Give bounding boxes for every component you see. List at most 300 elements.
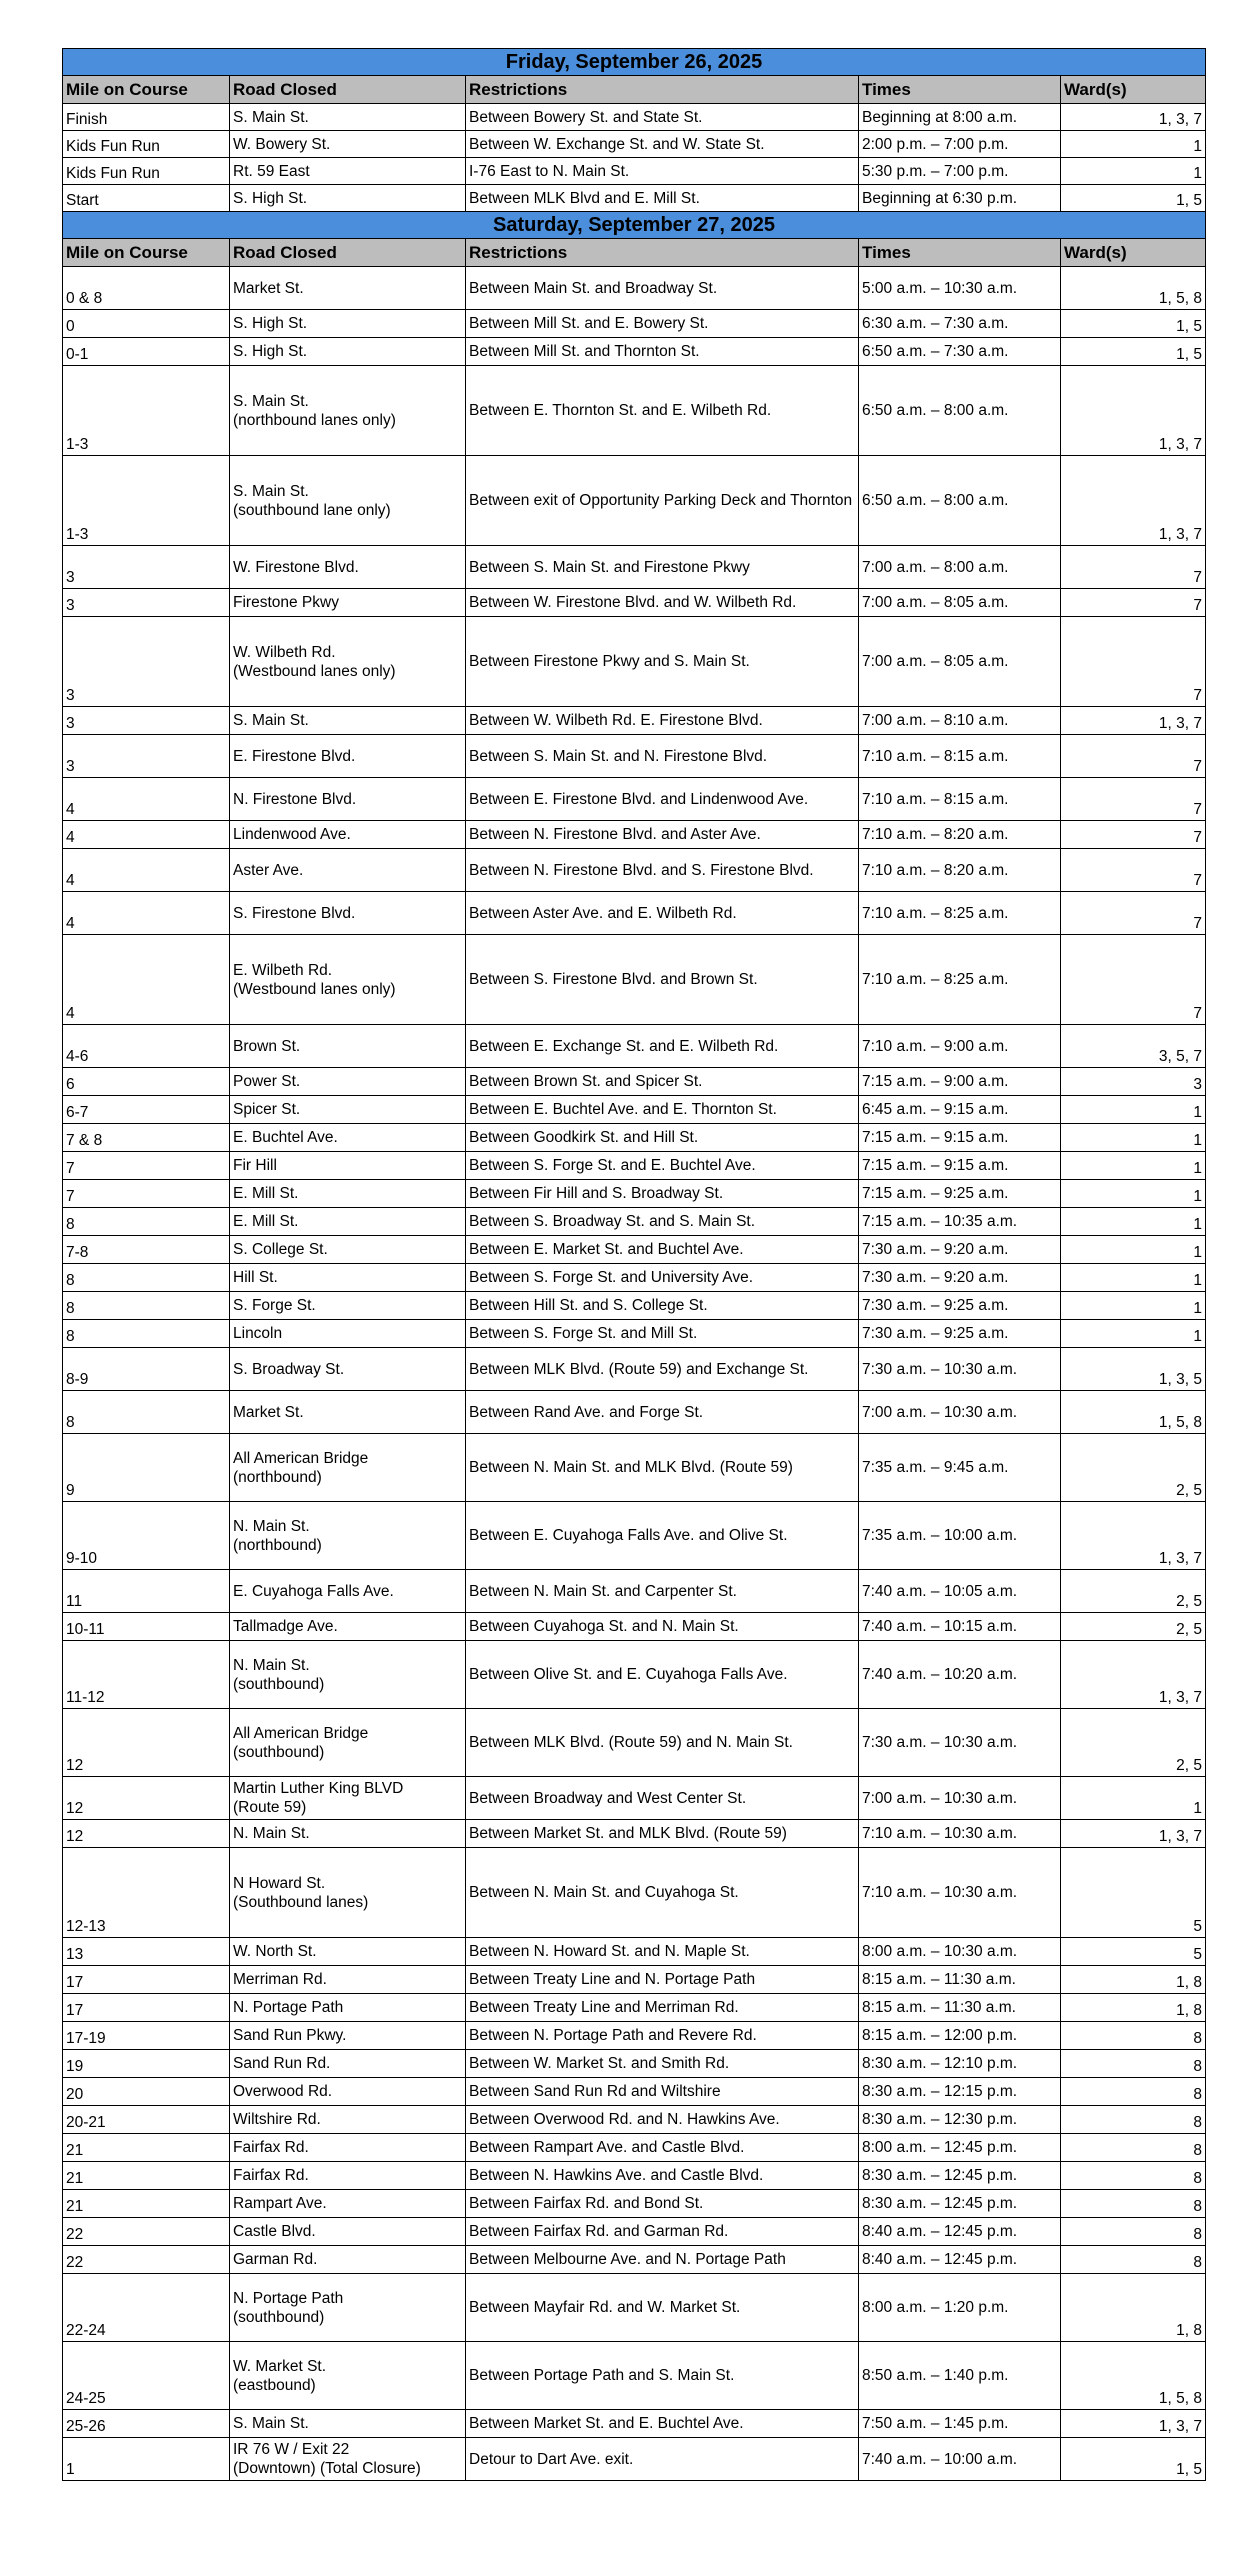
- road-cell: E. Mill St.: [230, 1180, 466, 1208]
- times-cell: 7:15 a.m. – 9:15 a.m.: [859, 1152, 1061, 1180]
- road-closures-table: [62, 48, 1206, 2481]
- table-row: [63, 456, 1206, 546]
- times-cell: 7:30 a.m. – 9:20 a.m.: [859, 1264, 1061, 1292]
- restrictions-cell: Between Treaty Line and Merriman Rd.: [466, 1994, 859, 2022]
- restrictions-cell: Between S. Forge St. and Mill St.: [466, 1320, 859, 1348]
- wards-cell: 7: [1061, 617, 1206, 707]
- road-cell: Fairfax Rd.: [230, 2162, 466, 2190]
- wards-cell: 1, 3, 7: [1061, 1820, 1206, 1848]
- table-row: [63, 1820, 1206, 1848]
- times-cell: 7:00 a.m. – 8:05 a.m.: [859, 617, 1061, 707]
- table-row: [63, 1348, 1206, 1391]
- column-header-restrictions: Restrictions: [466, 76, 859, 104]
- mile-cell: 6-7: [63, 1096, 230, 1124]
- wards-cell: 3, 5, 7: [1061, 1025, 1206, 1068]
- wards-cell: 5: [1061, 1938, 1206, 1966]
- times-cell: 7:40 a.m. – 10:20 a.m.: [859, 1641, 1061, 1709]
- restrictions-cell: Between N. Firestone Blvd. and Aster Ave.: [466, 821, 859, 849]
- mile-cell: 1: [63, 2438, 230, 2481]
- column-header-mile: Mile on Course: [63, 239, 230, 267]
- road-cell: All American Bridge (southbound): [230, 1709, 466, 1777]
- table-row: [63, 2274, 1206, 2342]
- wards-cell: 7: [1061, 892, 1206, 935]
- road-cell: Merriman Rd.: [230, 1966, 466, 1994]
- mile-cell: 6: [63, 1068, 230, 1096]
- times-cell: Beginning at 8:00 a.m.: [859, 104, 1061, 131]
- table-row: [63, 1570, 1206, 1613]
- day-header-row: [63, 49, 1206, 76]
- mile-cell: 3: [63, 707, 230, 735]
- table-row: [63, 2410, 1206, 2438]
- mile-cell: Finish: [63, 104, 230, 131]
- road-cell: Rampart Ave.: [230, 2190, 466, 2218]
- wards-cell: 1: [1061, 131, 1206, 158]
- table-row: [63, 2022, 1206, 2050]
- road-cell: W. North St.: [230, 1938, 466, 1966]
- times-cell: 5:00 a.m. – 10:30 a.m.: [859, 267, 1061, 310]
- table-row: [63, 1208, 1206, 1236]
- times-cell: 7:30 a.m. – 9:25 a.m.: [859, 1320, 1061, 1348]
- mile-cell: 22-24: [63, 2274, 230, 2342]
- table-row: [63, 2342, 1206, 2410]
- table-row: [63, 1124, 1206, 1152]
- table-row: [63, 1777, 1206, 1820]
- restrictions-cell: Between Fairfax Rd. and Bond St.: [466, 2190, 859, 2218]
- table-row: [63, 707, 1206, 735]
- wards-cell: 2, 5: [1061, 1434, 1206, 1502]
- table-row: [63, 735, 1206, 778]
- road-cell: Market St.: [230, 267, 466, 310]
- wards-cell: 3: [1061, 1068, 1206, 1096]
- times-cell: 7:10 a.m. – 8:20 a.m.: [859, 849, 1061, 892]
- mile-cell: 13: [63, 1938, 230, 1966]
- mile-cell: 24-25: [63, 2342, 230, 2410]
- mile-cell: 17: [63, 1994, 230, 2022]
- table-row: [63, 1292, 1206, 1320]
- road-cell: E. Firestone Blvd.: [230, 735, 466, 778]
- mile-cell: 4: [63, 935, 230, 1025]
- times-cell: 7:35 a.m. – 10:00 a.m.: [859, 1502, 1061, 1570]
- times-cell: 8:30 a.m. – 12:15 p.m.: [859, 2078, 1061, 2106]
- table-row: [63, 1320, 1206, 1348]
- restrictions-cell: Between N. Howard St. and N. Maple St.: [466, 1938, 859, 1966]
- restrictions-cell: Between S. Firestone Blvd. and Brown St.: [466, 935, 859, 1025]
- mile-cell: 7 & 8: [63, 1124, 230, 1152]
- wards-cell: 8: [1061, 2246, 1206, 2274]
- table-row: [63, 1938, 1206, 1966]
- mile-cell: 9: [63, 1434, 230, 1502]
- wards-cell: 1: [1061, 1777, 1206, 1820]
- table-row: [63, 935, 1206, 1025]
- mile-cell: 0: [63, 310, 230, 338]
- road-cell: N. Main St. (southbound): [230, 1641, 466, 1709]
- road-cell: N. Portage Path: [230, 1994, 466, 2022]
- road-cell: Sand Run Rd.: [230, 2050, 466, 2078]
- mile-cell: 8: [63, 1208, 230, 1236]
- road-cell: Wiltshire Rd.: [230, 2106, 466, 2134]
- table-row: [63, 778, 1206, 821]
- times-cell: 6:50 a.m. – 7:30 a.m.: [859, 338, 1061, 366]
- table-row: [63, 2438, 1206, 2481]
- times-cell: 7:30 a.m. – 10:30 a.m.: [859, 1709, 1061, 1777]
- restrictions-cell: Between N. Main St. and Carpenter St.: [466, 1570, 859, 1613]
- road-cell: W. Bowery St.: [230, 131, 466, 158]
- wards-cell: 2, 5: [1061, 1613, 1206, 1641]
- wards-cell: 1: [1061, 1320, 1206, 1348]
- table-row: [63, 338, 1206, 366]
- times-cell: 7:00 a.m. – 10:30 a.m.: [859, 1391, 1061, 1434]
- road-cell: W. Market St. (eastbound): [230, 2342, 466, 2410]
- wards-cell: 8: [1061, 2218, 1206, 2246]
- wards-cell: 1, 3, 7: [1061, 456, 1206, 546]
- column-header-road: Road Closed: [230, 239, 466, 267]
- times-cell: 7:10 a.m. – 8:25 a.m.: [859, 892, 1061, 935]
- mile-cell: Kids Fun Run: [63, 158, 230, 185]
- road-cell: All American Bridge (northbound): [230, 1434, 466, 1502]
- times-cell: 7:30 a.m. – 9:25 a.m.: [859, 1292, 1061, 1320]
- table-row: [63, 1391, 1206, 1434]
- road-cell: Spicer St.: [230, 1096, 466, 1124]
- table-row: [63, 131, 1206, 158]
- restrictions-cell: Between Rand Ave. and Forge St.: [466, 1391, 859, 1434]
- road-cell: IR 76 W / Exit 22 (Downtown) (Total Closure): [230, 2438, 466, 2481]
- wards-cell: 1: [1061, 1180, 1206, 1208]
- road-cell: N. Main St. (northbound): [230, 1502, 466, 1570]
- restrictions-cell: Between N. Firestone Blvd. and S. Firestone Blvd.: [466, 849, 859, 892]
- table-row: [63, 104, 1206, 131]
- times-cell: 8:40 a.m. – 12:45 p.m.: [859, 2246, 1061, 2274]
- restrictions-cell: Between Goodkirk St. and Hill St.: [466, 1124, 859, 1152]
- column-header-road: Road Closed: [230, 76, 466, 104]
- mile-cell: 12: [63, 1777, 230, 1820]
- times-cell: 7:15 a.m. – 9:15 a.m.: [859, 1124, 1061, 1152]
- wards-cell: 1: [1061, 158, 1206, 185]
- restrictions-cell: Between Cuyahoga St. and N. Main St.: [466, 1613, 859, 1641]
- restrictions-cell: Between Mill St. and E. Bowery St.: [466, 310, 859, 338]
- mile-cell: 9-10: [63, 1502, 230, 1570]
- mile-cell: 7: [63, 1152, 230, 1180]
- restrictions-cell: Between W. Exchange St. and W. State St.: [466, 131, 859, 158]
- column-header-wards: Ward(s): [1061, 76, 1206, 104]
- day-title: Saturday, September 27, 2025: [63, 212, 1206, 239]
- mile-cell: 0 & 8: [63, 267, 230, 310]
- road-cell: Tallmadge Ave.: [230, 1613, 466, 1641]
- restrictions-cell: Between Firestone Pkwy and S. Main St.: [466, 617, 859, 707]
- restrictions-cell: Between E. Thornton St. and E. Wilbeth Rd.: [466, 366, 859, 456]
- wards-cell: 1, 5, 8: [1061, 2342, 1206, 2410]
- road-cell: S. Forge St.: [230, 1292, 466, 1320]
- table-row: [63, 2162, 1206, 2190]
- column-header-times: Times: [859, 76, 1061, 104]
- road-cell: E. Buchtel Ave.: [230, 1124, 466, 1152]
- road-cell: Rt. 59 East: [230, 158, 466, 185]
- road-cell: S. High St.: [230, 310, 466, 338]
- road-cell: S. Main St.: [230, 707, 466, 735]
- mile-cell: 20: [63, 2078, 230, 2106]
- column-header-restrictions: Restrictions: [466, 239, 859, 267]
- wards-cell: 1: [1061, 1208, 1206, 1236]
- times-cell: 8:30 a.m. – 12:45 p.m.: [859, 2190, 1061, 2218]
- times-cell: Beginning at 6:30 p.m.: [859, 185, 1061, 212]
- times-cell: 7:00 a.m. – 8:10 a.m.: [859, 707, 1061, 735]
- road-cell: N. Portage Path (southbound): [230, 2274, 466, 2342]
- times-cell: 5:30 p.m. – 7:00 p.m.: [859, 158, 1061, 185]
- times-cell: 7:40 a.m. – 10:05 a.m.: [859, 1570, 1061, 1613]
- restrictions-cell: Between Fir Hill and S. Broadway St.: [466, 1180, 859, 1208]
- mile-cell: 4-6: [63, 1025, 230, 1068]
- wards-cell: 1: [1061, 1124, 1206, 1152]
- times-cell: 7:35 a.m. – 9:45 a.m.: [859, 1434, 1061, 1502]
- restrictions-cell: Between Mayfair Rd. and W. Market St.: [466, 2274, 859, 2342]
- mile-cell: 19: [63, 2050, 230, 2078]
- wards-cell: 1, 3, 7: [1061, 104, 1206, 131]
- road-cell: Power St.: [230, 1068, 466, 1096]
- times-cell: 7:15 a.m. – 9:00 a.m.: [859, 1068, 1061, 1096]
- mile-cell: 4: [63, 778, 230, 821]
- column-header-wards: Ward(s): [1061, 239, 1206, 267]
- mile-cell: 21: [63, 2134, 230, 2162]
- road-cell: Sand Run Pkwy.: [230, 2022, 466, 2050]
- table-row: [63, 2106, 1206, 2134]
- wards-cell: 2, 5: [1061, 1709, 1206, 1777]
- road-cell: Brown St.: [230, 1025, 466, 1068]
- mile-cell: 8: [63, 1391, 230, 1434]
- restrictions-cell: Between E. Cuyahoga Falls Ave. and Olive St.: [466, 1502, 859, 1570]
- restrictions-cell: Between N. Portage Path and Revere Rd.: [466, 2022, 859, 2050]
- restrictions-cell: Between N. Hawkins Ave. and Castle Blvd.: [466, 2162, 859, 2190]
- times-cell: 7:00 a.m. – 8:05 a.m.: [859, 589, 1061, 617]
- wards-cell: 1, 5: [1061, 2438, 1206, 2481]
- table-row: [63, 1641, 1206, 1709]
- table-row: [63, 1096, 1206, 1124]
- mile-cell: 10-11: [63, 1613, 230, 1641]
- wards-cell: 1: [1061, 1236, 1206, 1264]
- wards-cell: 1: [1061, 1152, 1206, 1180]
- road-cell: Garman Rd.: [230, 2246, 466, 2274]
- times-cell: 8:15 a.m. – 12:00 p.m.: [859, 2022, 1061, 2050]
- restrictions-cell: Between Broadway and West Center St.: [466, 1777, 859, 1820]
- restrictions-cell: Between Melbourne Ave. and N. Portage Path: [466, 2246, 859, 2274]
- times-cell: 8:00 a.m. – 1:20 p.m.: [859, 2274, 1061, 2342]
- mile-cell: 21: [63, 2190, 230, 2218]
- times-cell: 7:30 a.m. – 10:30 a.m.: [859, 1348, 1061, 1391]
- road-cell: N. Firestone Blvd.: [230, 778, 466, 821]
- wards-cell: 1, 3, 5: [1061, 1348, 1206, 1391]
- table-row: [63, 1434, 1206, 1502]
- mile-cell: 4: [63, 849, 230, 892]
- wards-cell: 1, 5: [1061, 338, 1206, 366]
- times-cell: 6:45 a.m. – 9:15 a.m.: [859, 1096, 1061, 1124]
- restrictions-cell: Between Sand Run Rd and Wiltshire: [466, 2078, 859, 2106]
- mile-cell: 1-3: [63, 456, 230, 546]
- wards-cell: 1, 5, 8: [1061, 267, 1206, 310]
- wards-cell: 7: [1061, 935, 1206, 1025]
- times-cell: 8:30 a.m. – 12:10 p.m.: [859, 2050, 1061, 2078]
- wards-cell: 1, 8: [1061, 1966, 1206, 1994]
- road-cell: E. Mill St.: [230, 1208, 466, 1236]
- mile-cell: 11: [63, 1570, 230, 1613]
- table-row: [63, 1180, 1206, 1208]
- wards-cell: 7: [1061, 778, 1206, 821]
- wards-cell: 7: [1061, 849, 1206, 892]
- wards-cell: 5: [1061, 1848, 1206, 1938]
- table-row: [63, 821, 1206, 849]
- wards-cell: 1, 5: [1061, 310, 1206, 338]
- wards-cell: 7: [1061, 735, 1206, 778]
- times-cell: 8:50 a.m. – 1:40 p.m.: [859, 2342, 1061, 2410]
- road-cell: N Howard St. (Southbound lanes): [230, 1848, 466, 1938]
- times-cell: 8:15 a.m. – 11:30 a.m.: [859, 1966, 1061, 1994]
- table-row: [63, 1025, 1206, 1068]
- wards-cell: 8: [1061, 2106, 1206, 2134]
- mile-cell: 22: [63, 2246, 230, 2274]
- mile-cell: 7-8: [63, 1236, 230, 1264]
- road-cell: W. Wilbeth Rd. (Westbound lanes only): [230, 617, 466, 707]
- mile-cell: 3: [63, 589, 230, 617]
- restrictions-cell: Between MLK Blvd and E. Mill St.: [466, 185, 859, 212]
- road-cell: S. High St.: [230, 338, 466, 366]
- column-header-mile: Mile on Course: [63, 76, 230, 104]
- wards-cell: 1, 3, 7: [1061, 1502, 1206, 1570]
- wards-cell: 1, 5: [1061, 185, 1206, 212]
- wards-cell: 8: [1061, 2162, 1206, 2190]
- wards-cell: 7: [1061, 589, 1206, 617]
- road-cell: S. Firestone Blvd.: [230, 892, 466, 935]
- restrictions-cell: Detour to Dart Ave. exit.: [466, 2438, 859, 2481]
- wards-cell: 8: [1061, 2190, 1206, 2218]
- wards-cell: 1, 3, 7: [1061, 2410, 1206, 2438]
- mile-cell: 8: [63, 1292, 230, 1320]
- road-closures-document: [62, 48, 1205, 2481]
- mile-cell: 22: [63, 2218, 230, 2246]
- column-header-times: Times: [859, 239, 1061, 267]
- mile-cell: 7: [63, 1180, 230, 1208]
- restrictions-cell: Between N. Main St. and MLK Blvd. (Route 59): [466, 1434, 859, 1502]
- restrictions-cell: Between Fairfax Rd. and Garman Rd.: [466, 2218, 859, 2246]
- times-cell: 7:10 a.m. – 10:30 a.m.: [859, 1820, 1061, 1848]
- restrictions-cell: Between E. Exchange St. and E. Wilbeth Rd.: [466, 1025, 859, 1068]
- mile-cell: 0-1: [63, 338, 230, 366]
- mile-cell: 8: [63, 1320, 230, 1348]
- road-cell: Firestone Pkwy: [230, 589, 466, 617]
- mile-cell: 3: [63, 735, 230, 778]
- restrictions-cell: Between Main St. and Broadway St.: [466, 267, 859, 310]
- times-cell: 7:40 a.m. – 10:15 a.m.: [859, 1613, 1061, 1641]
- restrictions-cell: Between Portage Path and S. Main St.: [466, 2342, 859, 2410]
- restrictions-cell: Between S. Forge St. and University Ave.: [466, 1264, 859, 1292]
- table-row: [63, 158, 1206, 185]
- table-row: [63, 1264, 1206, 1292]
- mile-cell: Kids Fun Run: [63, 131, 230, 158]
- restrictions-cell: Between E. Market St. and Buchtel Ave.: [466, 1236, 859, 1264]
- table-row: [63, 1152, 1206, 1180]
- restrictions-cell: Between Treaty Line and N. Portage Path: [466, 1966, 859, 1994]
- times-cell: 7:10 a.m. – 8:15 a.m.: [859, 735, 1061, 778]
- column-header-row: [63, 76, 1206, 104]
- table-row: [63, 1068, 1206, 1096]
- table-row: [63, 1966, 1206, 1994]
- restrictions-cell: Between W. Wilbeth Rd. E. Firestone Blvd.: [466, 707, 859, 735]
- restrictions-cell: Between Aster Ave. and E. Wilbeth Rd.: [466, 892, 859, 935]
- table-row: [63, 2246, 1206, 2274]
- restrictions-cell: Between S. Main St. and N. Firestone Blvd.: [466, 735, 859, 778]
- road-cell: S. Main St.: [230, 104, 466, 131]
- road-cell: S. College St.: [230, 1236, 466, 1264]
- road-cell: Fir Hill: [230, 1152, 466, 1180]
- times-cell: 7:30 a.m. – 9:20 a.m.: [859, 1236, 1061, 1264]
- road-cell: W. Firestone Blvd.: [230, 546, 466, 589]
- day-title: Friday, September 26, 2025: [63, 49, 1206, 76]
- restrictions-cell: Between exit of Opportunity Parking Deck and Thornton: [466, 456, 859, 546]
- table-row: [63, 849, 1206, 892]
- wards-cell: 8: [1061, 2050, 1206, 2078]
- times-cell: 7:10 a.m. – 10:30 a.m.: [859, 1848, 1061, 1938]
- mile-cell: 25-26: [63, 2410, 230, 2438]
- times-cell: 7:40 a.m. – 10:00 a.m.: [859, 2438, 1061, 2481]
- table-row: [63, 2050, 1206, 2078]
- times-cell: 7:10 a.m. – 8:20 a.m.: [859, 821, 1061, 849]
- road-cell: Lindenwood Ave.: [230, 821, 466, 849]
- table-row: [63, 185, 1206, 212]
- mile-cell: 1-3: [63, 366, 230, 456]
- restrictions-cell: Between Hill St. and S. College St.: [466, 1292, 859, 1320]
- restrictions-cell: Between Rampart Ave. and Castle Blvd.: [466, 2134, 859, 2162]
- mile-cell: 20-21: [63, 2106, 230, 2134]
- road-cell: Overwood Rd.: [230, 2078, 466, 2106]
- times-cell: 7:10 a.m. – 8:15 a.m.: [859, 778, 1061, 821]
- wards-cell: 7: [1061, 546, 1206, 589]
- wards-cell: 1, 3, 7: [1061, 707, 1206, 735]
- times-cell: 7:50 a.m. – 1:45 p.m.: [859, 2410, 1061, 2438]
- times-cell: 7:10 a.m. – 8:25 a.m.: [859, 935, 1061, 1025]
- times-cell: 6:50 a.m. – 8:00 a.m.: [859, 366, 1061, 456]
- times-cell: 7:00 a.m. – 10:30 a.m.: [859, 1777, 1061, 1820]
- wards-cell: 1, 5, 8: [1061, 1391, 1206, 1434]
- restrictions-cell: Between E. Firestone Blvd. and Lindenwood Ave.: [466, 778, 859, 821]
- table-row: [63, 2078, 1206, 2106]
- restrictions-cell: Between S. Forge St. and E. Buchtel Ave.: [466, 1152, 859, 1180]
- mile-cell: 3: [63, 546, 230, 589]
- table-row: [63, 1613, 1206, 1641]
- road-cell: E. Cuyahoga Falls Ave.: [230, 1570, 466, 1613]
- mile-cell: 12: [63, 1820, 230, 1848]
- table-row: [63, 617, 1206, 707]
- road-cell: S. Main St. (southbound lane only): [230, 456, 466, 546]
- mile-cell: 17: [63, 1966, 230, 1994]
- restrictions-cell: Between S. Broadway St. and S. Main St.: [466, 1208, 859, 1236]
- table-row: [63, 1236, 1206, 1264]
- mile-cell: 12-13: [63, 1848, 230, 1938]
- mile-cell: 17-19: [63, 2022, 230, 2050]
- table-row: [63, 1994, 1206, 2022]
- road-cell: Market St.: [230, 1391, 466, 1434]
- mile-cell: 4: [63, 892, 230, 935]
- road-cell: E. Wilbeth Rd. (Westbound lanes only): [230, 935, 466, 1025]
- road-cell: N. Main St.: [230, 1820, 466, 1848]
- wards-cell: 8: [1061, 2078, 1206, 2106]
- restrictions-cell: Between MLK Blvd. (Route 59) and N. Main St.: [466, 1709, 859, 1777]
- restrictions-cell: Between Mill St. and Thornton St.: [466, 338, 859, 366]
- table-row: [63, 1709, 1206, 1777]
- restrictions-cell: Between E. Buchtel Ave. and E. Thornton St.: [466, 1096, 859, 1124]
- restrictions-cell: Between Overwood Rd. and N. Hawkins Ave.: [466, 2106, 859, 2134]
- mile-cell: 12: [63, 1709, 230, 1777]
- wards-cell: 1: [1061, 1096, 1206, 1124]
- mile-cell: 8: [63, 1264, 230, 1292]
- road-cell: Hill St.: [230, 1264, 466, 1292]
- wards-cell: 7: [1061, 821, 1206, 849]
- column-header-row: [63, 239, 1206, 267]
